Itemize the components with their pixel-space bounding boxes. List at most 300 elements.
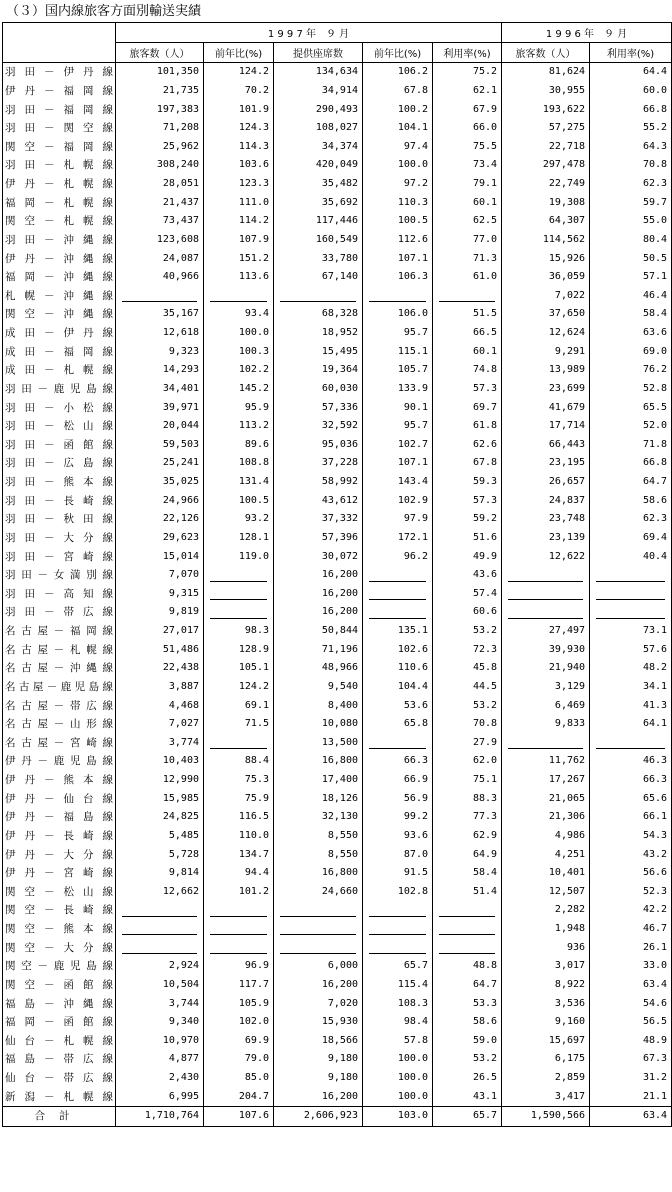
table-row <box>3 324 672 343</box>
cell-value: 89.6 <box>204 436 274 455</box>
cell-value: 71,196 <box>274 640 363 659</box>
cell-value <box>590 566 672 585</box>
route-name: 成田－福岡線 <box>3 342 116 361</box>
cell-value: 51.4 <box>433 883 502 902</box>
cell-value: 69.4 <box>590 529 672 548</box>
table-row <box>3 491 672 510</box>
cell-value: 72.3 <box>433 640 502 659</box>
cell-value: 7,070 <box>116 566 204 585</box>
cell-value: 46.4 <box>590 287 672 306</box>
cell-value: 53.6 <box>363 696 433 715</box>
cell-value: 71,208 <box>116 119 204 138</box>
cell-value: 6,175 <box>502 1050 590 1069</box>
cell-value: 123.3 <box>204 175 274 194</box>
cell-value: 67,140 <box>274 268 363 287</box>
cell-value: 70.2 <box>204 82 274 101</box>
cell-value: 117.7 <box>204 976 274 995</box>
cell-value: 64.3 <box>590 138 672 157</box>
cell-value: 64.4 <box>590 63 672 82</box>
table-row <box>3 138 672 157</box>
cell-value: 16,800 <box>274 864 363 883</box>
cell-value: 50,844 <box>274 622 363 641</box>
cell-value: 12,990 <box>116 771 204 790</box>
cell-value: 102.8 <box>363 883 433 902</box>
cell-value: 95,036 <box>274 436 363 455</box>
cell-value: 55.2 <box>590 119 672 138</box>
cell-value: 106.0 <box>363 305 433 324</box>
cell-value: 22,718 <box>502 138 590 157</box>
cell-value: 69.9 <box>204 1032 274 1051</box>
cell-value: 23,748 <box>502 510 590 529</box>
table-row <box>3 287 672 306</box>
cell-value: 7,027 <box>116 715 204 734</box>
route-name: 羽田－函館線 <box>3 436 116 455</box>
cell-value: 29,623 <box>116 529 204 548</box>
cell-value <box>204 920 274 939</box>
cell-value <box>274 901 363 920</box>
cell-value: 113.2 <box>204 417 274 436</box>
cell-value: 77.3 <box>433 808 502 827</box>
cell-value: 93.4 <box>204 305 274 324</box>
cell-value: 97.4 <box>363 138 433 157</box>
cell-value: 107.1 <box>363 454 433 473</box>
cell-value: 18,952 <box>274 324 363 343</box>
cell-value: 100.0 <box>363 1087 433 1106</box>
route-name: 羽田－札幌線 <box>3 156 116 175</box>
route-name: 名古屋－山形線 <box>3 715 116 734</box>
cell-value: 114.2 <box>204 212 274 231</box>
total-label: 合計 <box>3 1107 116 1127</box>
cell-value: 19,308 <box>502 193 590 212</box>
cell-value: 87.0 <box>363 845 433 864</box>
cell-value: 12,622 <box>502 547 590 566</box>
cell-value: 56.6 <box>590 864 672 883</box>
route-name: 関空－大分線 <box>3 938 116 957</box>
cell-value: 17,400 <box>274 771 363 790</box>
cell-value: 9,814 <box>116 864 204 883</box>
cell-value: 66.9 <box>363 771 433 790</box>
cell-value: 133.9 <box>363 380 433 399</box>
cell-value: 2,859 <box>502 1069 590 1088</box>
table-row <box>3 957 672 976</box>
cell-value: 100.5 <box>363 212 433 231</box>
table-row <box>3 659 672 678</box>
cell-value <box>204 287 274 306</box>
cell-value: 39,971 <box>116 398 204 417</box>
total-row <box>3 1107 672 1127</box>
route-name: 伊丹－熊本線 <box>3 771 116 790</box>
cell-value <box>274 287 363 306</box>
cell-value: 16,200 <box>274 566 363 585</box>
cell-value: 110.3 <box>363 193 433 212</box>
cell-value: 48.8 <box>433 957 502 976</box>
cell-value: 12,624 <box>502 324 590 343</box>
table-row <box>3 231 672 250</box>
cell-value: 75.2 <box>433 63 502 82</box>
route-name: 関空－熊本線 <box>3 920 116 939</box>
cell-value: 22,749 <box>502 175 590 194</box>
cell-value <box>502 603 590 622</box>
cell-value: 3,417 <box>502 1087 590 1106</box>
cell-value: 52.0 <box>590 417 672 436</box>
cell-value: 95.7 <box>363 417 433 436</box>
table-row <box>3 436 672 455</box>
cell-value: 151.2 <box>204 249 274 268</box>
cell-value: 95.9 <box>204 398 274 417</box>
route-name: 伊丹－大分線 <box>3 845 116 864</box>
table-row <box>3 603 672 622</box>
cell-value: 37,332 <box>274 510 363 529</box>
cell-value: 16,200 <box>274 603 363 622</box>
cell-value: 24,966 <box>116 491 204 510</box>
cell-value: 13,989 <box>502 361 590 380</box>
route-name: 仙台－帯広線 <box>3 1069 116 1088</box>
route-name: 羽田－長崎線 <box>3 491 116 510</box>
cell-value: 420,049 <box>274 156 363 175</box>
route-name: 名古屋－札幌線 <box>3 640 116 659</box>
table-row <box>3 715 672 734</box>
cell-value: 34,401 <box>116 380 204 399</box>
cell-value: 102.2 <box>204 361 274 380</box>
cell-value: 48,966 <box>274 659 363 678</box>
route-name: 成田－札幌線 <box>3 361 116 380</box>
cell-value: 100.0 <box>363 1069 433 1088</box>
cell-value: 124.2 <box>204 63 274 82</box>
page-title: （３）国内線旅客方面別輸送実績 <box>6 4 202 19</box>
cell-value <box>502 585 590 604</box>
cell-value: 25,962 <box>116 138 204 157</box>
route-name: 名古屋－沖縄線 <box>3 659 116 678</box>
cell-value: 46.3 <box>590 752 672 771</box>
cell-value: 17,267 <box>502 771 590 790</box>
table-row <box>3 566 672 585</box>
cell-value: 100.3 <box>204 342 274 361</box>
cell-value: 112.6 <box>363 231 433 250</box>
cell-value: 57,336 <box>274 398 363 417</box>
cell-value: 60.1 <box>433 342 502 361</box>
cell-value: 10,401 <box>502 864 590 883</box>
cell-value <box>433 938 502 957</box>
cell-value <box>433 287 502 306</box>
cell-value: 8,400 <box>274 696 363 715</box>
cell-value: 50.5 <box>590 249 672 268</box>
cell-value: 24,837 <box>502 491 590 510</box>
cell-value: 936 <box>502 938 590 957</box>
cell-value: 59.3 <box>433 473 502 492</box>
cell-value: 131.4 <box>204 473 274 492</box>
cell-value: 53.2 <box>433 1050 502 1069</box>
cell-value: 46.7 <box>590 920 672 939</box>
cell-value: 8,550 <box>274 845 363 864</box>
route-name: 関空－長崎線 <box>3 901 116 920</box>
total-value: 107.6 <box>204 1107 274 1127</box>
cell-value: 16,200 <box>274 976 363 995</box>
cell-value: 6,000 <box>274 957 363 976</box>
route-name: 伊丹－鹿児島線 <box>3 752 116 771</box>
table-row <box>3 920 672 939</box>
cell-value: 101,350 <box>116 63 204 82</box>
cell-value: 65.5 <box>590 398 672 417</box>
cell-value: 43.1 <box>433 1087 502 1106</box>
cell-value: 21,735 <box>116 82 204 101</box>
cell-value: 297,478 <box>502 156 590 175</box>
table-row <box>3 1069 672 1088</box>
cell-value <box>116 287 204 306</box>
cell-value: 24,660 <box>274 883 363 902</box>
cell-value: 73,437 <box>116 212 204 231</box>
cell-value: 102.6 <box>363 640 433 659</box>
cell-value: 40,966 <box>116 268 204 287</box>
cell-value: 114,562 <box>502 231 590 250</box>
cell-value: 4,251 <box>502 845 590 864</box>
table-row <box>3 454 672 473</box>
cell-value: 12,507 <box>502 883 590 902</box>
table-row <box>3 63 672 82</box>
cell-value <box>204 938 274 957</box>
cell-value: 21,065 <box>502 789 590 808</box>
cell-value: 62.1 <box>433 82 502 101</box>
cell-value <box>363 938 433 957</box>
cell-value: 105.7 <box>363 361 433 380</box>
cell-value: 99.2 <box>363 808 433 827</box>
route-name: 仙台－札幌線 <box>3 1032 116 1051</box>
route-name: 名古屋－帯広線 <box>3 696 116 715</box>
cell-value: 48.2 <box>590 659 672 678</box>
cell-value: 73.4 <box>433 156 502 175</box>
table-row <box>3 510 672 529</box>
table-row <box>3 734 672 753</box>
table-row <box>3 268 672 287</box>
cell-value <box>204 603 274 622</box>
route-name: 福岡－沖縄線 <box>3 268 116 287</box>
cell-value: 9,180 <box>274 1069 363 1088</box>
cell-value: 110.0 <box>204 827 274 846</box>
cell-value: 57.1 <box>590 268 672 287</box>
cell-value: 96.2 <box>363 547 433 566</box>
route-name: 福岡－札幌線 <box>3 193 116 212</box>
cell-value: 57.8 <box>363 1032 433 1051</box>
cell-value: 15,985 <box>116 789 204 808</box>
cell-value: 53.3 <box>433 994 502 1013</box>
route-name: 伊丹－長崎線 <box>3 827 116 846</box>
table-row <box>3 696 672 715</box>
table-row <box>3 640 672 659</box>
cell-value: 117,446 <box>274 212 363 231</box>
cell-value: 51.6 <box>433 529 502 548</box>
cell-value: 24,087 <box>116 249 204 268</box>
cell-value: 53.2 <box>433 696 502 715</box>
cell-value: 88.3 <box>433 789 502 808</box>
cell-value: 67.3 <box>590 1050 672 1069</box>
cell-value: 57,396 <box>274 529 363 548</box>
cell-value: 26.1 <box>590 938 672 957</box>
cell-value: 41.3 <box>590 696 672 715</box>
cell-value: 80.4 <box>590 231 672 250</box>
cell-value <box>363 603 433 622</box>
cell-value: 12,618 <box>116 324 204 343</box>
cell-value: 134.7 <box>204 845 274 864</box>
cell-value: 57.3 <box>433 380 502 399</box>
cell-value: 10,970 <box>116 1032 204 1051</box>
cell-value <box>274 920 363 939</box>
cell-value <box>363 566 433 585</box>
cell-value: 62.3 <box>590 510 672 529</box>
cell-value: 27,497 <box>502 622 590 641</box>
route-name: 羽田－福岡線 <box>3 100 116 119</box>
cell-value <box>433 920 502 939</box>
cell-value: 35,482 <box>274 175 363 194</box>
cell-value: 107.9 <box>204 231 274 250</box>
cell-value: 105.1 <box>204 659 274 678</box>
cell-value: 34.1 <box>590 678 672 697</box>
cell-value: 197,383 <box>116 100 204 119</box>
cell-value: 119.0 <box>204 547 274 566</box>
cell-value: 60,030 <box>274 380 363 399</box>
table-row <box>3 901 672 920</box>
table-row <box>3 845 672 864</box>
cell-value: 8,550 <box>274 827 363 846</box>
cell-value: 39,930 <box>502 640 590 659</box>
cell-value: 143.4 <box>363 473 433 492</box>
route-name: 羽田－宮崎線 <box>3 547 116 566</box>
cell-value: 10,504 <box>116 976 204 995</box>
cell-value: 58.4 <box>590 305 672 324</box>
cell-value: 145.2 <box>204 380 274 399</box>
cell-value: 63.6 <box>590 324 672 343</box>
cell-value: 21,306 <box>502 808 590 827</box>
cell-value: 106.2 <box>363 63 433 82</box>
cell-value: 19,364 <box>274 361 363 380</box>
cell-value: 69.7 <box>433 398 502 417</box>
cell-value <box>204 585 274 604</box>
cell-value: 8,922 <box>502 976 590 995</box>
table-row <box>3 976 672 995</box>
cell-value: 58.6 <box>590 491 672 510</box>
cell-value: 108.8 <box>204 454 274 473</box>
cell-value: 51.5 <box>433 305 502 324</box>
cell-value <box>363 734 433 753</box>
cell-value: 10,403 <box>116 752 204 771</box>
cell-value: 100.0 <box>204 324 274 343</box>
cell-value <box>363 920 433 939</box>
cell-value: 10,080 <box>274 715 363 734</box>
cell-value: 43,612 <box>274 491 363 510</box>
total-value: 63.4 <box>590 1107 672 1127</box>
cell-value: 3,536 <box>502 994 590 1013</box>
cell-value: 15,926 <box>502 249 590 268</box>
cell-value: 62.0 <box>433 752 502 771</box>
table-row <box>3 361 672 380</box>
cell-value: 69.1 <box>204 696 274 715</box>
cell-value: 21,437 <box>116 193 204 212</box>
cell-value <box>204 566 274 585</box>
cell-value: 24,825 <box>116 808 204 827</box>
route-name: 伊丹－宮崎線 <box>3 864 116 883</box>
table-row <box>3 827 672 846</box>
route-name: 羽田－沖縄線 <box>3 231 116 250</box>
cell-value: 67.8 <box>363 82 433 101</box>
cell-value: 56.5 <box>590 1013 672 1032</box>
period-1997-header: 1 9 9 7 年 ９ 月 <box>116 23 502 43</box>
cell-value: 4,877 <box>116 1050 204 1069</box>
cell-value: 65.8 <box>363 715 433 734</box>
cell-value: 59.0 <box>433 1032 502 1051</box>
cell-value: 16,200 <box>274 1087 363 1106</box>
cell-value: 2,924 <box>116 957 204 976</box>
cell-value: 32,592 <box>274 417 363 436</box>
total-value: 1,590,566 <box>502 1107 590 1127</box>
route-name: 羽田－広島線 <box>3 454 116 473</box>
cell-value: 9,180 <box>274 1050 363 1069</box>
cell-value: 67.8 <box>433 454 502 473</box>
route-name: 羽田－伊丹線 <box>3 63 116 82</box>
cell-value: 15,697 <box>502 1032 590 1051</box>
table-row <box>3 193 672 212</box>
cell-value: 160,549 <box>274 231 363 250</box>
table-row <box>3 82 672 101</box>
cell-value: 33,780 <box>274 249 363 268</box>
route-name: 関空－鹿児島線 <box>3 957 116 976</box>
cell-value <box>590 734 672 753</box>
cell-value: 204.7 <box>204 1087 274 1106</box>
cell-value: 66.8 <box>590 100 672 119</box>
table-row <box>3 398 672 417</box>
route-name: 札幌－沖縄線 <box>3 287 116 306</box>
col-prev-load: 利用率(%) <box>590 43 672 63</box>
cell-value: 115.4 <box>363 976 433 995</box>
cell-value: 3,774 <box>116 734 204 753</box>
cell-value: 1,948 <box>502 920 590 939</box>
cell-value: 6,469 <box>502 696 590 715</box>
cell-value: 57.6 <box>590 640 672 659</box>
table-row <box>3 417 672 436</box>
cell-value: 75.5 <box>433 138 502 157</box>
domestic-route-table <box>2 22 672 1127</box>
cell-value: 43.6 <box>433 566 502 585</box>
cell-value: 18,126 <box>274 789 363 808</box>
table-row <box>3 938 672 957</box>
col-prev-passengers: 旅客数（人） <box>502 43 590 63</box>
cell-value: 27.9 <box>433 734 502 753</box>
cell-value: 25,241 <box>116 454 204 473</box>
cell-value: 105.9 <box>204 994 274 1013</box>
cell-value: 7,020 <box>274 994 363 1013</box>
cell-value: 33.0 <box>590 957 672 976</box>
cell-value: 16,200 <box>274 585 363 604</box>
cell-value: 16,800 <box>274 752 363 771</box>
cell-value: 75.3 <box>204 771 274 790</box>
route-name: 福岡－函館線 <box>3 1013 116 1032</box>
route-name: 伊丹－福岡線 <box>3 82 116 101</box>
cell-value: 66.3 <box>363 752 433 771</box>
table-row <box>3 789 672 808</box>
cell-value: 32,130 <box>274 808 363 827</box>
cell-value <box>363 287 433 306</box>
route-name: 関空－福岡線 <box>3 138 116 157</box>
cell-value: 90.1 <box>363 398 433 417</box>
cell-value: 290,493 <box>274 100 363 119</box>
cell-value: 59.7 <box>590 193 672 212</box>
table-row <box>3 100 672 119</box>
cell-value: 91.5 <box>363 864 433 883</box>
cell-value: 71.8 <box>590 436 672 455</box>
cell-value: 56.9 <box>363 789 433 808</box>
table-row <box>3 771 672 790</box>
cell-value: 64.7 <box>590 473 672 492</box>
table-row <box>3 864 672 883</box>
cell-value: 64.7 <box>433 976 502 995</box>
cell-value: 37,228 <box>274 454 363 473</box>
